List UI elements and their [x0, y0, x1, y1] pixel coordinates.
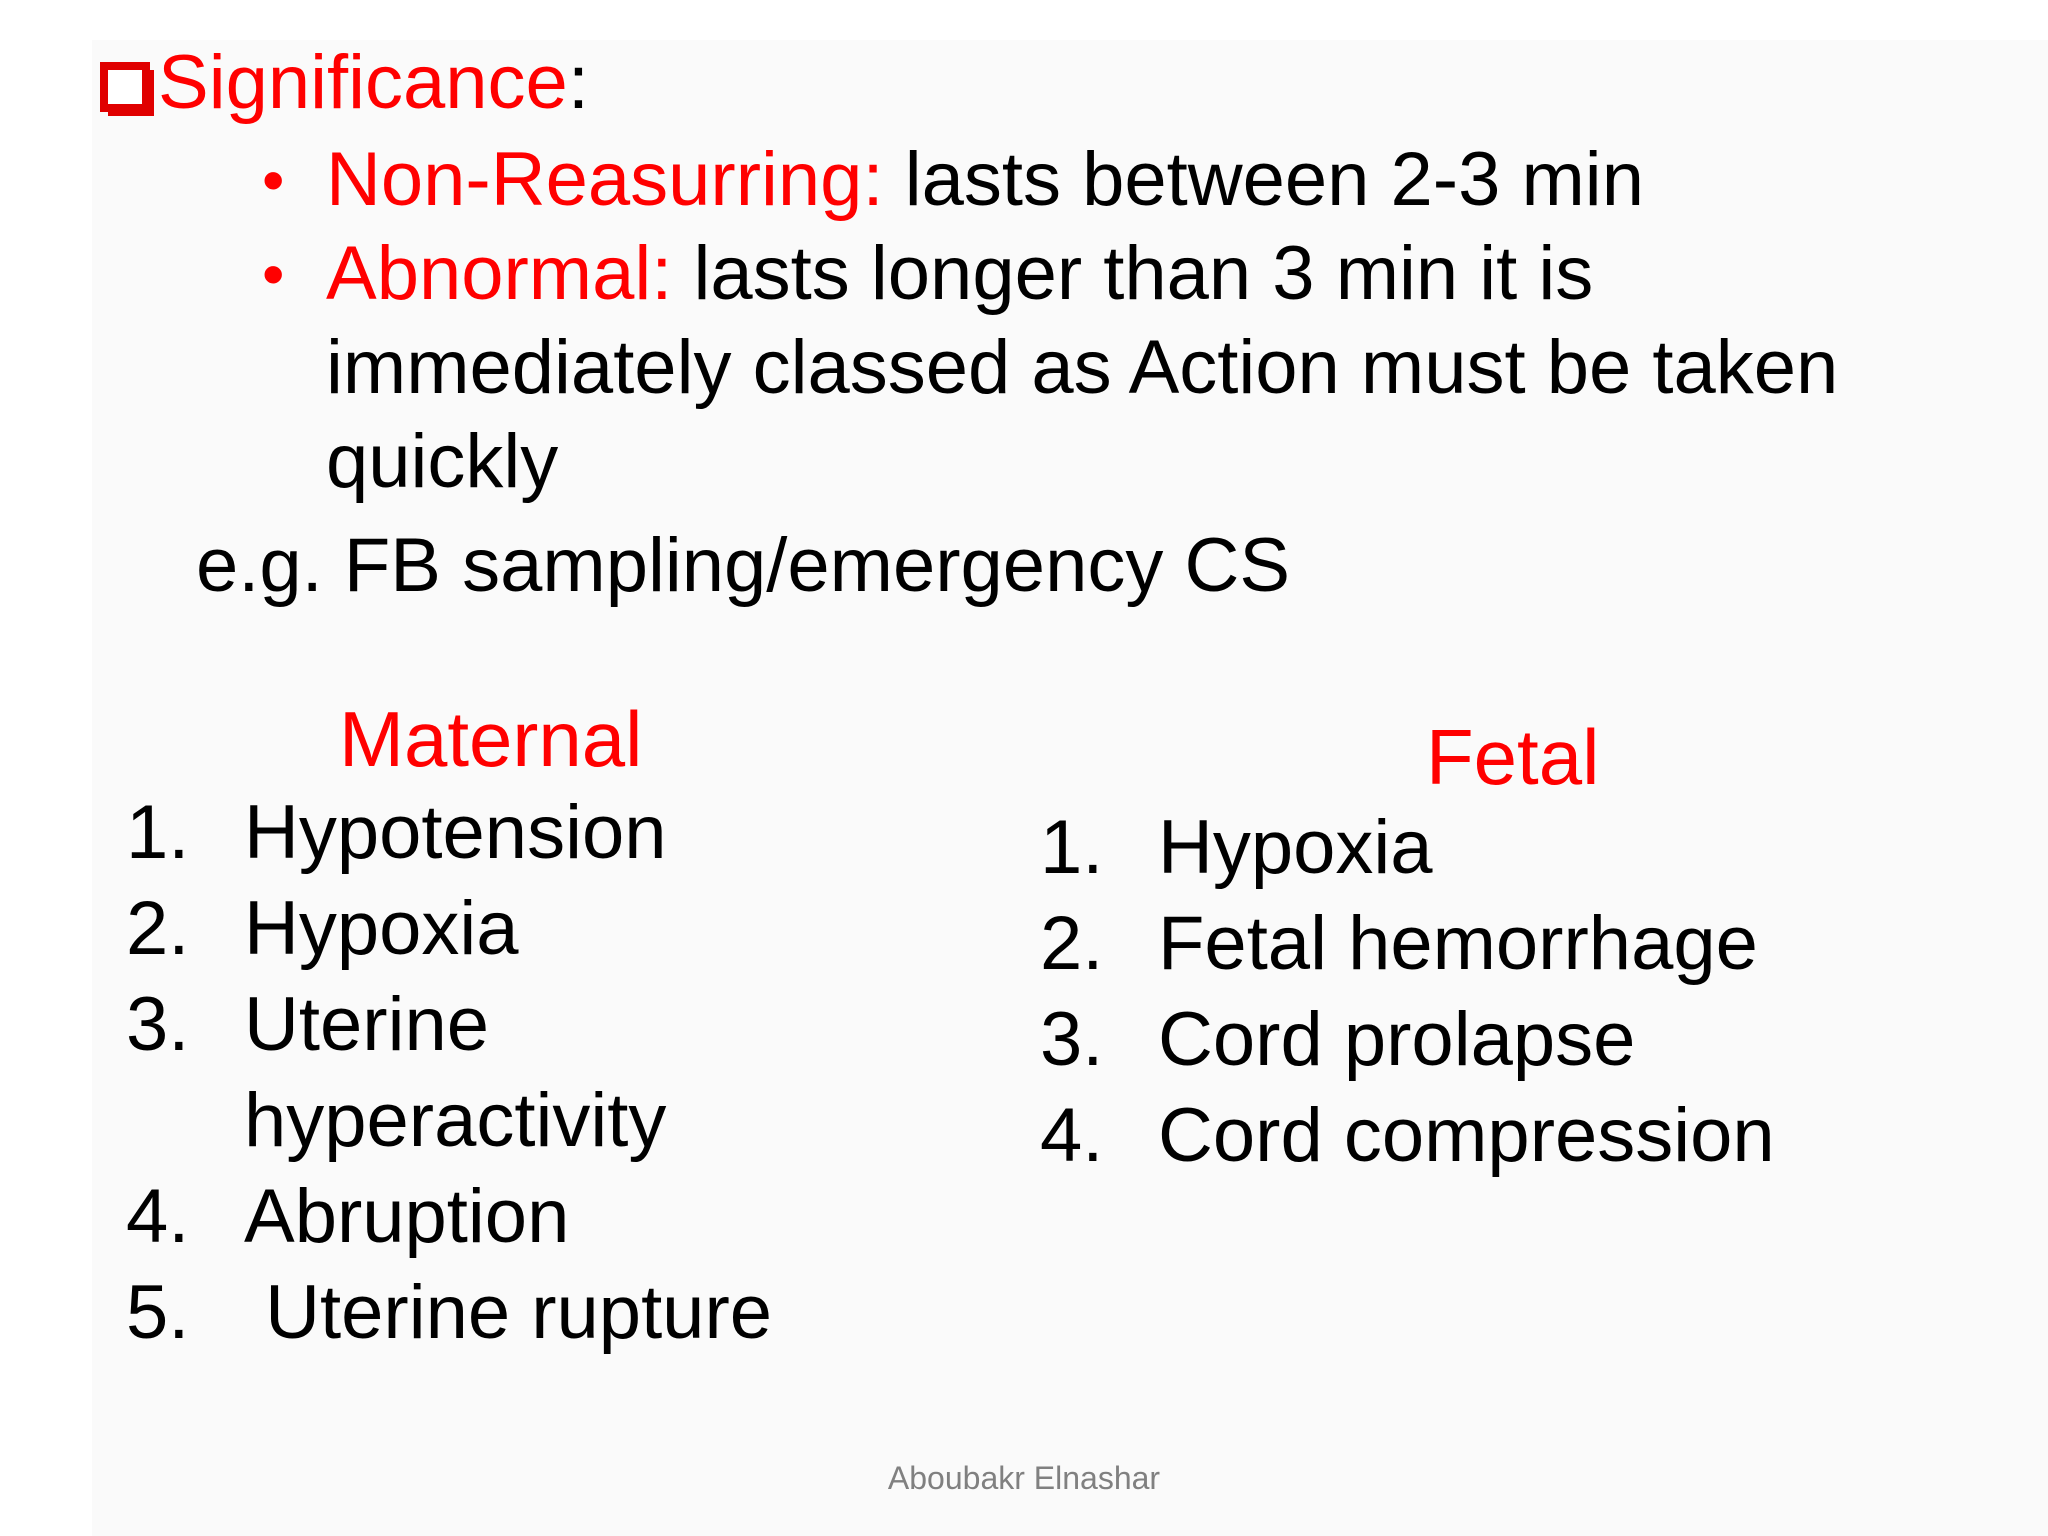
- bullet-text: lasts between 2-3 min: [904, 137, 1644, 222]
- list-item-text: Abruption: [244, 1174, 570, 1259]
- list-item-text: Hypoxia: [1158, 805, 1433, 890]
- list-number: 3.: [126, 982, 190, 1067]
- bullet-label: Non-Reasurring:: [326, 137, 884, 222]
- bullet-abnormal: [326, 227, 1593, 321]
- fetal-title: Fetal: [1426, 713, 1600, 801]
- list-item-text: Cord compression: [1158, 1093, 1775, 1178]
- bullet-non-reassuring: [326, 133, 1644, 227]
- list-item-text: Cord prolapse: [1158, 997, 1636, 1082]
- list-item-text: Fetal hemorrhage: [1158, 901, 1758, 986]
- list-number: 2.: [126, 886, 190, 971]
- list-item-text: Hypotension: [244, 790, 667, 875]
- bullet-dot-icon: •: [262, 238, 285, 310]
- heading-label: Significance: [158, 40, 568, 125]
- list-item-text-continued: hyperactivity: [244, 1078, 667, 1163]
- significance-heading: [100, 38, 589, 128]
- bullet-dot-icon: •: [262, 144, 285, 216]
- list-number: 4.: [1040, 1093, 1104, 1178]
- list-number: 5.: [126, 1270, 190, 1355]
- list-item-text: Hypoxia: [244, 886, 519, 971]
- bullet-text: lasts longer than 3 min it is: [693, 231, 1594, 316]
- list-item-text: Uterine: [244, 982, 489, 1067]
- bullet-abnormal-line-3: quickly: [326, 419, 559, 504]
- checkbox-bullet-icon: [100, 62, 150, 112]
- maternal-title: Maternal: [339, 695, 643, 783]
- footer-author: Aboubakr Elnashar: [887, 1460, 1161, 1496]
- example-line: e.g. FB sampling/emergency CS: [196, 523, 1291, 608]
- list-number: 3.: [1040, 997, 1104, 1082]
- list-number: 4.: [126, 1174, 190, 1259]
- list-number: 1.: [126, 790, 190, 875]
- heading-colon: :: [567, 40, 589, 125]
- bullet-label: Abnormal:: [326, 231, 673, 316]
- bullet-abnormal-line-2: immediately classed as Action must be taken: [326, 325, 1839, 410]
- list-item-text: Uterine rupture: [244, 1270, 773, 1355]
- list-number: 2.: [1040, 901, 1104, 986]
- list-number: 1.: [1040, 805, 1104, 890]
